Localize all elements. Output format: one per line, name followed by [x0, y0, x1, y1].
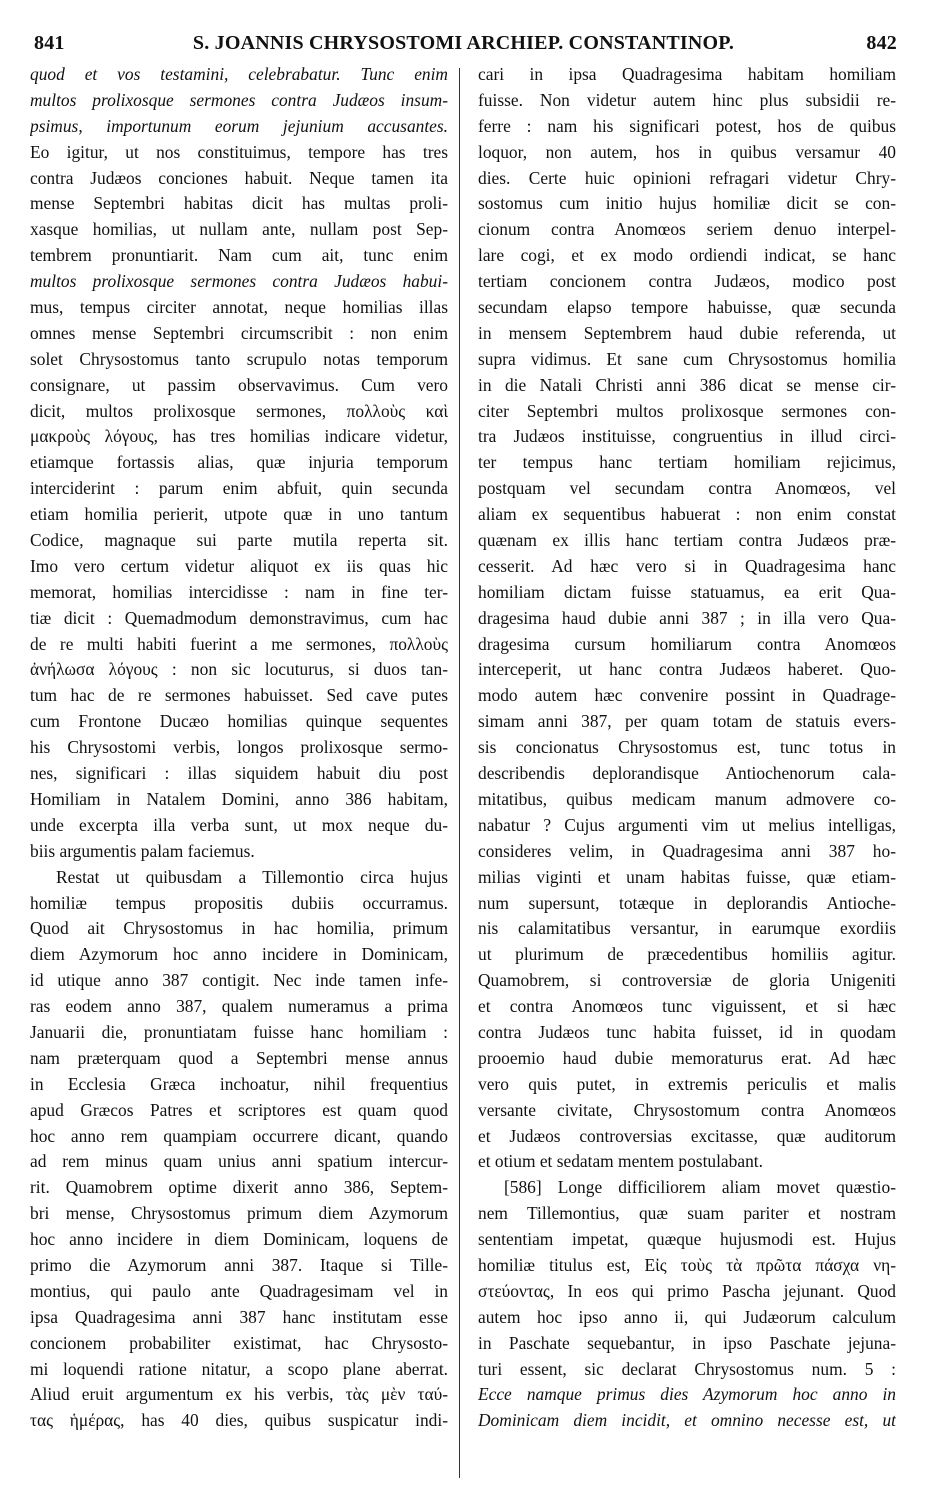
text-line: nes, significari : illas siquidem habuit diu post [30, 763, 448, 784]
text-line: apud Græcos Patres et scriptores est quam quod [30, 1099, 448, 1120]
text-line: postquam vel secundam contra Anomœos, vel [478, 478, 896, 499]
text-line: ter tempus hanc tertiam homiliam rejicimus, [478, 452, 896, 473]
text-line: Dominicam diem incidit, et omnino necesse est, ut [478, 1410, 896, 1431]
text-line: his Chrysostomi verbis, longos prolixosque sermo- [30, 737, 448, 758]
text-line: dies. Certe huic opinioni refragari videtur Chry- [478, 167, 896, 188]
text-line: consignare, ut passim observavimus. Cum vero [30, 374, 448, 395]
text-line: id utique anno 387 contigit. Nec inde tamen infe- [30, 970, 448, 991]
text-line: prooemio haud dubie memoraturus erat. Ad hæc [478, 1047, 896, 1068]
text-line: ut plurimum de præcedentibus homiliis agitur. [478, 944, 896, 965]
text-line: cum Frontone Ducæo homilias quinque sequentes [30, 711, 448, 732]
text-line: hoc anno incidere in diem Dominicam, loquens de [30, 1229, 448, 1250]
text-line: in Ecclesia Græca inchoatur, nihil frequentius [30, 1073, 448, 1094]
text-line: Aliud eruit argumentum ex his verbis, τὰς μὲν ταύ- [30, 1384, 448, 1405]
text-line: xasque homilias, ut nullam ante, nullam post Sep- [30, 219, 448, 240]
text-line: in die Natali Christi anni 386 dicat se mense cir- [478, 374, 896, 395]
text-line: montius, qui paulo ante Quadragesimam vel in [30, 1280, 448, 1301]
text-line: mense Septembri habitas dicit has multas proli- [30, 193, 448, 214]
text-line: tum hac de re sermones habuisset. Sed cave putes [30, 685, 448, 706]
text-line: memorat, homilias intercidisse : nam in fine ter- [30, 581, 448, 602]
text-line: Homiliam in Natalem Domini, anno 386 habitam, [30, 788, 448, 809]
text-line: aliam ex sequentibus habuerat : non enim constat [478, 504, 896, 525]
text-line: hoc anno rem quampiam occurrere dicant, quando [30, 1125, 448, 1146]
text-line: multos prolixosque sermones contra Judæos insum- [30, 89, 448, 110]
text-line: quænam ex illis hanc tertiam contra Judæos præ- [478, 530, 896, 551]
text-line: et Judæos controversias excitasse, quæ auditorum [478, 1125, 896, 1146]
text-line: autem hoc ipso anno ii, qui Judæorum calculum [478, 1306, 896, 1327]
text-line: homiliæ tempus propositis dubiis occurramus. [30, 892, 448, 913]
text-line: cari in ipsa Quadragesima habitam homiliam [478, 64, 896, 84]
text-line: homiliæ titulus est, Εἰς τοὺς τὰ πρῶτα πάσχα νη- [478, 1254, 896, 1275]
text-line: simam anni 387, per quam totam de statuis evers- [478, 711, 896, 732]
text-line: unde excerpta illa verba sunt, ut mox neque du- [30, 814, 448, 835]
text-line: tertiam concionem contra Judæos, modico post [478, 271, 896, 292]
text-line: tra Judæos instituisse, congruentius in illud circi- [478, 426, 896, 447]
text-line: bri mense, Chrysostomus primum diem Azymorum [30, 1203, 448, 1224]
text-line: dragesima cursum homiliarum contra Anomœos [478, 633, 896, 654]
text-line: Quod ait Chrysostomus in hac homilia, primum [30, 918, 448, 939]
text-line: nem Tillemontius, quæ suam pariter et nostram [478, 1203, 896, 1224]
text-line: interciderint : parum enim abfuit, quin secunda [30, 478, 448, 499]
text-line: diem Azymorum hoc anno incidere in Dominicam, [30, 944, 448, 965]
text-line: turi essent, sic declarat Chrysostomus num. 5 : [478, 1358, 896, 1379]
text-line: milias viginti et unam habitas fuisse, quæ etiam- [478, 866, 896, 887]
text-line: mi loquendi ratione nitatur, a scopo plane aberrat. [30, 1358, 448, 1379]
text-line: in mensem Septembrem haud dubie referenda, ut [478, 322, 896, 343]
text-line: Restat ut quibusdam a Tillemontio circa hujus [56, 866, 448, 887]
text-line: contra Judæos conciones habuit. Neque tamen ita [30, 167, 448, 188]
text-line: στεύοντας, In eos qui primo Pascha jejunant. Quod [478, 1280, 896, 1301]
text-line: fuisse. Non videtur autem hinc plus subsidii re- [478, 89, 896, 110]
text-line: num supersunt, totæque in deplorandis Antioche- [478, 892, 896, 913]
running-header [30, 32, 897, 60]
text-line: modo autem hæc convenire possint in Quadrage- [478, 685, 896, 706]
left-column [30, 62, 448, 1434]
text-line: mus, tempus circiter annotat, neque homilias illas [30, 297, 448, 318]
text-line: dicit, multos prolixosque sermones, πολλοὺς καὶ [30, 400, 448, 421]
text-line: vero quis putet, in extremis periculis et malis [478, 1073, 896, 1094]
text-line: Januarii die, pronuntiatam fuisse hanc homiliam : [30, 1021, 448, 1042]
text-line: tiæ dicit : Quemadmodum demonstravimus, cum hac [30, 607, 448, 628]
text-line: τας ἡμέρας, has 40 dies, quibus suspicatur indi- [30, 1410, 448, 1431]
running-title: S. JOANNIS CHRYSOSTOMI ARCHIEP. CONSTANTINOP. [192, 32, 735, 54]
text-line: tembrem pronuntiarit. Nam cum ait, tunc enim [30, 245, 448, 266]
text-line: nis calamitatibus versantur, in earumque exordiis [478, 918, 896, 939]
text-line: loquor, non autem, hos in quibus versamur 40 [478, 141, 896, 162]
text-line: homiliam dictam fuisse statuamus, ea erit Qua- [478, 581, 896, 602]
text-line: versante civitate, Chrysostomum contra Anomœos [478, 1099, 896, 1120]
text-line: et otium et sedatam mentem postulabant. [478, 1151, 763, 1172]
text-line: consideres velim, in Quadragesima anni 387 ho- [478, 840, 896, 861]
text-line: cionum contra Anomœos seriem denuo interpel- [478, 219, 896, 240]
text-line: de re multi habiti fuerint a me sermones, πολλοὺς [30, 633, 448, 654]
text-line: psimus, importunum eorum jejunium accusantes. [30, 115, 448, 136]
text-line: ipsa Quadragesima anni 387 hanc institutam esse [30, 1306, 448, 1327]
text-line: Eo igitur, ut nos constituimus, tempore has tres [30, 141, 448, 162]
text-line: ad rem minus quam unius anni spatium intercur- [30, 1151, 448, 1172]
text-line: nam præterquam quod a Septembri mense annus [30, 1047, 448, 1068]
text-line: [586] Longe difficiliorem aliam movet quæstio- [504, 1177, 896, 1198]
page-number-right: 842 [866, 32, 897, 54]
text-line: etiam homilia perierit, utpote quæ in uno tantum [30, 504, 448, 525]
text-line: in Paschate sequebantur, in ipso Paschate jejuna- [478, 1332, 896, 1353]
text-line: secundam elapso tempore habuisse, quæ secunda [478, 297, 896, 318]
column-divider [459, 68, 460, 1478]
text-line: ferre : nam his significari potest, hos de quibus [478, 115, 896, 136]
text-line: etiamque fortassis alias, quæ injuria temporum [30, 452, 448, 473]
text-line: primo die Azymorum anni 387. Itaque si Tille- [30, 1254, 448, 1275]
text-line: concionem probabiliter existimat, hac Chrysosto- [30, 1332, 448, 1353]
text-line: μακροὺς λόγους, has tres homilias indicare videtur, [30, 426, 448, 447]
text-line: et contra Anomœos tunc viguissent, et si hæc [478, 996, 896, 1017]
text-line: solet Chrysostomus tanto scrupulo notas temporum [30, 348, 448, 369]
right-column [478, 62, 896, 1434]
text-line: citer Septembri multos prolixosque sermones con- [478, 400, 896, 421]
text-line: sostomus cum initio hujus homiliæ dicit se con- [478, 193, 896, 214]
text-line: Ecce namque primus dies Azymorum hoc anno in [478, 1384, 896, 1405]
text-line: Quamobrem, si controversiæ de gloria Unigeniti [478, 970, 896, 991]
page-number-left: 841 [34, 32, 65, 54]
text-line: contra Judæos tunc habita fuisset, id in quodam [478, 1021, 896, 1042]
text-line: biis argumentis palam faciemus. [30, 840, 255, 861]
text-line: Codice, magnaque sui parte mutila reperta sit. [30, 530, 448, 551]
text-line: interceperit, ut hanc contra Judæos haberet. Quo- [478, 659, 896, 680]
text-line: describendis deplorandisque Antiochenorum cala- [478, 763, 896, 784]
text-line: mitatibus, quibus medicam manum admovere co- [478, 788, 896, 809]
text-line: quod et vos testamini, celebrabatur. Tunc enim [30, 64, 448, 84]
text-line: omnes mense Septembri circumscribit : non enim [30, 322, 448, 343]
text-line: lare cogi, et ex modo ordiendi indicat, se hanc [478, 245, 896, 266]
text-line: supra vidimus. Et sane cum Chrysostomus homilia [478, 348, 896, 369]
text-line: multos prolixosque sermones contra Judæos habui- [30, 271, 448, 292]
text-line: ras eodem anno 387, qualem numeramus a prima [30, 996, 448, 1017]
text-line: sententiam impetat, quæque hujusmodi est. Hujus [478, 1229, 896, 1250]
text-line: sis concionatus Chrysostomus est, tunc totus in [478, 737, 896, 758]
text-line: nabatur ? Cujus argumenti vim ut melius intelligas, [478, 814, 896, 835]
text-line: cesserit. Ad hæc vero si in Quadragesima hanc [478, 555, 896, 576]
text-line: Imo vero certum videtur aliquot ex iis quas hic [30, 555, 448, 576]
text-line: dragesima haud dubie anni 387 ; in illa vero Qua- [478, 607, 896, 628]
text-line: ἀνήλωσα λόγους : non sic locuturus, si duos tan- [30, 659, 448, 680]
text-line: rit. Quamobrem optime dixerit anno 386, Septem- [30, 1177, 448, 1198]
